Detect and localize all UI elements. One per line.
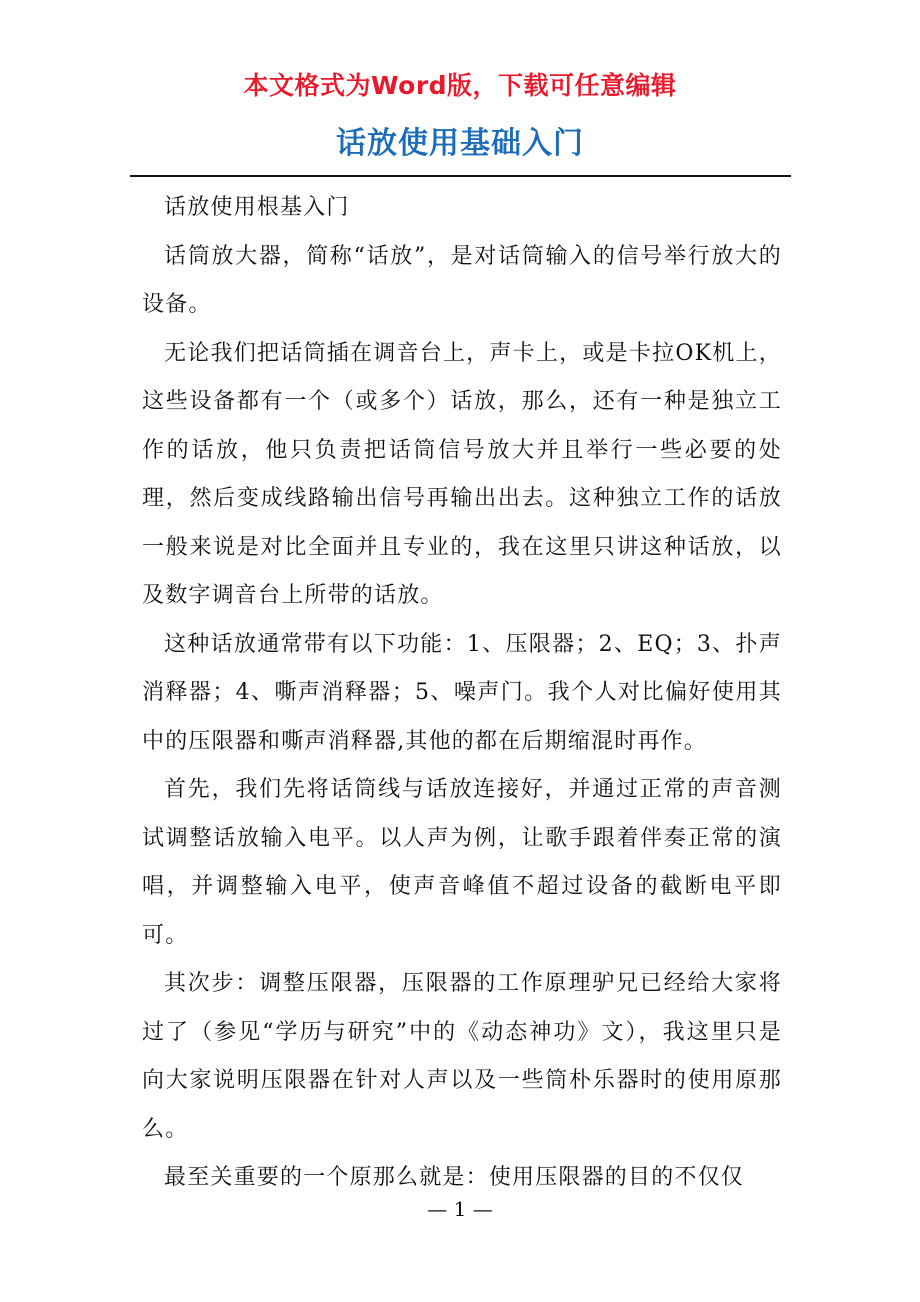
- document-body: [142, 184, 782, 1203]
- page-number: — 1 —: [427, 1197, 493, 1221]
- paragraph-subtitle: 话放使用根基入门: [164, 195, 350, 220]
- download-banner: 本文格式为Word版，下载可任意编辑: [243, 71, 677, 100]
- paragraph: 无论我们把话筒插在调音台上，声卡上，或是卡拉OK机上，这些设备都有一个（或多个）话放，那么，还有一种是独立工作的话放，他只负责把话筒信号放大并且举行一些必要的处理，然后变成线路输出信号再输出出去。这种独立工作的话放一般来说是对比全面并且专业的，我在这里只讲这种话放，以及数字调音台上所带的话放。: [142, 340, 782, 608]
- paragraph: 话筒放大器，简称“话放”，是对话筒输入的信号举行放大的设备。: [142, 243, 782, 317]
- paragraph: 这种话放通常带有以下功能：1、压限器；2、EQ；3、扑声消释器；4、嘶声消释器；5、噪声门。我个人对比偏好使用其中的压限器和嘶声消释器,其他的都在后期缩混时再作。: [142, 631, 782, 754]
- paragraph: 最至关重要的一个原那么就是：使用压限器的目的不仅仅: [164, 1165, 745, 1190]
- paragraph: 其次步：调整压限器，压限器的工作原理驴兄已经给大家将过了（参见“学历与研究”中的《动态神功》文），我这里只是向大家说明压限器在针对人声以及一些筒朴乐器时的使用原那么。: [142, 971, 782, 1142]
- paragraph: 首先，我们先将话筒线与话放连接好，并通过正常的声音测试调整话放输入电平。以人声为例，让歌手跟着伴奏正常的演唱，并调整输入电平，使声音峰值不超过设备的截断电平即可。: [142, 777, 782, 948]
- title-divider: [130, 175, 791, 177]
- page-title: 话放使用基础入门: [336, 126, 584, 161]
